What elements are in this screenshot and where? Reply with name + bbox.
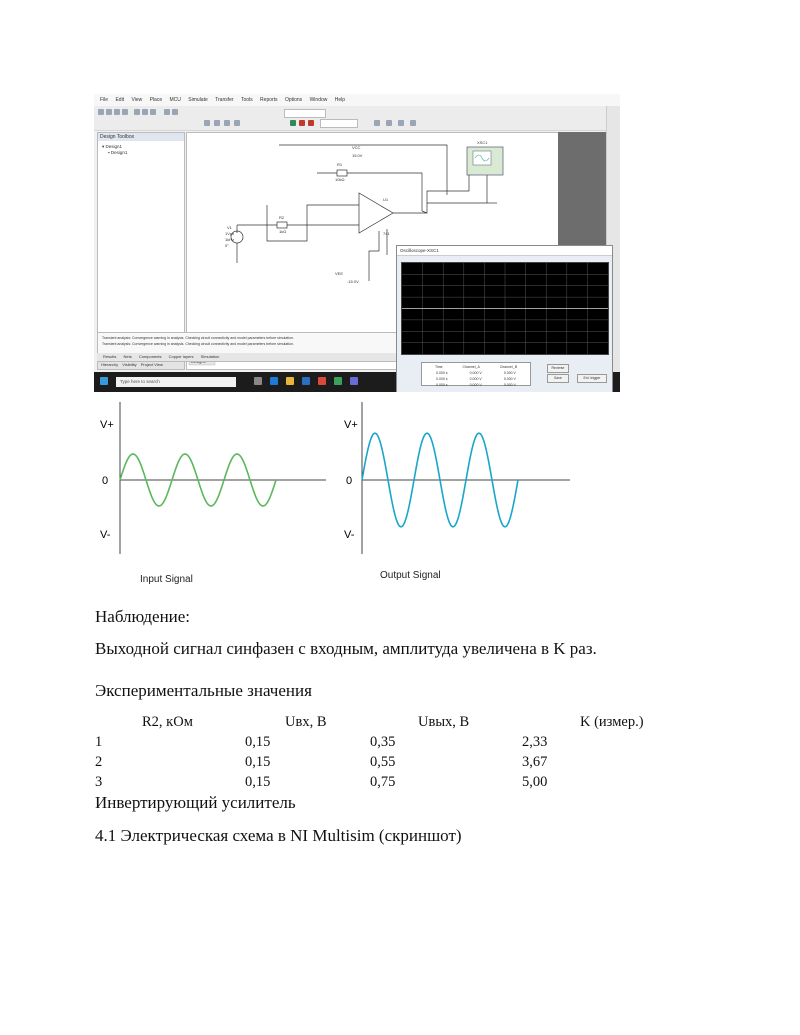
run-icon[interactable] — [290, 120, 296, 126]
diode-icon[interactable] — [234, 120, 240, 126]
input-signal-caption: Input Signal — [140, 574, 193, 585]
app-icon[interactable] — [350, 377, 358, 385]
output-tick-zero: 0 — [346, 475, 353, 487]
observation-text: Выходной сигнал синфазен с входным, амплитуда увеличена в K раз. — [95, 639, 597, 658]
in-use-list[interactable] — [284, 109, 326, 118]
table-header: Uвх, В — [285, 714, 327, 730]
readout-cell: 0.000 s — [436, 377, 448, 381]
table-cell: 0,15 — [245, 734, 271, 750]
table-cell: 5,00 — [522, 774, 548, 790]
u1-part: 741 — [383, 231, 390, 236]
experimental-heading: Экспериментальные значения — [95, 681, 312, 700]
input-tick-zero: 0 — [102, 475, 109, 487]
readout-cell: 0.000 V — [503, 377, 516, 381]
tab-results[interactable]: Results — [103, 354, 117, 359]
menu-item-mcu[interactable]: MCU — [169, 97, 181, 103]
readout-header: Channel_A — [462, 365, 480, 369]
edge-icon[interactable] — [270, 377, 278, 385]
readout-cell: 0.000 V — [503, 383, 516, 387]
oscilloscope-readout — [421, 362, 531, 386]
v1-phase: 0° — [225, 243, 229, 248]
taskbar-search[interactable]: Type here to search — [116, 377, 236, 387]
save-button[interactable]: Save — [547, 374, 569, 383]
table-cell: 0,15 — [245, 754, 271, 770]
interactive-field[interactable] — [320, 119, 358, 128]
menu-item-file[interactable]: File — [100, 97, 109, 103]
v1-label: V1 — [227, 225, 232, 230]
vcc-label: VCC — [352, 145, 361, 150]
output-tick-vplus: V+ — [344, 419, 358, 431]
design-toolbox-tabs — [98, 361, 184, 369]
chrome-icon[interactable] — [318, 377, 326, 385]
tab-visibility[interactable]: Visibility — [122, 362, 137, 367]
menu-item-place[interactable]: Place — [149, 97, 163, 103]
pause-icon[interactable] — [299, 120, 305, 126]
table-cell: 2 — [95, 754, 103, 770]
vee-label: VEE — [335, 271, 344, 276]
probe-icon[interactable] — [374, 120, 380, 126]
menu-item-help[interactable]: Help — [334, 97, 346, 103]
table-cell: 3 — [95, 774, 103, 790]
readout-header: Time — [434, 365, 443, 369]
table-header: R2, кОм — [142, 714, 193, 730]
tab-project-view[interactable]: Project View — [140, 362, 163, 367]
readout-header: Channel_B — [499, 365, 518, 369]
task-view-icon[interactable] — [254, 377, 262, 385]
table-cell: 0,75 — [370, 774, 396, 790]
zoom-in-icon[interactable] — [164, 109, 170, 115]
tab-hierarchy[interactable]: Hierarchy — [101, 362, 119, 367]
tree-item-root[interactable]: ▾ Design1 — [102, 144, 123, 149]
u1-label: U1 — [383, 197, 389, 202]
spreadsheet-tabs — [97, 353, 397, 361]
r2-label: R2 — [279, 215, 285, 220]
tab-components[interactable]: Components — [138, 354, 162, 359]
input-signal-plot — [96, 398, 336, 558]
postprocessor-icon[interactable] — [398, 120, 404, 126]
vcc-value: 15.0V — [352, 153, 363, 158]
table-cell: 0,55 — [370, 754, 396, 770]
paste-icon[interactable] — [150, 109, 156, 115]
oscilloscope-title: Oscilloscope-XSC1 — [397, 246, 612, 256]
menu-item-transfer[interactable]: Transfer — [215, 97, 234, 103]
grapher-icon[interactable] — [386, 120, 392, 126]
readout-cell: 0.000 V — [469, 383, 482, 387]
open-file-icon[interactable] — [106, 109, 112, 115]
toolbar — [94, 106, 620, 131]
windows-start-icon[interactable] — [100, 377, 108, 385]
r1-value: 10kΩ — [335, 177, 345, 182]
new-file-icon[interactable] — [98, 109, 104, 115]
r1-label: R1 — [337, 162, 343, 167]
readout-cell: 0.000 V — [469, 377, 482, 381]
r2-value: 1kΩ — [279, 229, 287, 234]
subsection-heading: 4.1 Электрическая схема в NI Multisim (скриншот) — [95, 826, 462, 845]
oscilloscope-window — [396, 245, 613, 392]
zoom-out-icon[interactable] — [172, 109, 178, 115]
readout-cell: 0.000 V — [503, 371, 516, 375]
ext-trigger-button[interactable]: Ext. trigger — [577, 374, 607, 383]
multisim-screenshot — [94, 94, 620, 392]
readout-row — [425, 382, 527, 388]
v1-freq: 1kHz — [225, 237, 235, 242]
menu-item-edit[interactable]: Edit — [115, 97, 125, 103]
readout-cell: 0.000 V — [469, 371, 482, 375]
menu-item-reports[interactable]: Reports — [260, 97, 278, 103]
menu-item-tools[interactable]: Tools — [240, 97, 253, 103]
output-signal-plot — [340, 398, 580, 558]
save-icon[interactable] — [114, 109, 120, 115]
design-tree — [98, 141, 184, 156]
output-tick-vminus: V- — [344, 529, 355, 541]
tree-item-design[interactable]: ▪ Design1 — [108, 150, 128, 155]
copy-icon[interactable] — [142, 109, 148, 115]
input-tick-vplus: V+ — [100, 419, 114, 431]
table-cell: 1 — [95, 734, 103, 750]
table-cell: 0,15 — [245, 774, 271, 790]
table-cell: 3,67 — [522, 754, 548, 770]
tab-simulation[interactable]: Simulation — [200, 354, 220, 359]
menu-item-options[interactable]: Options — [284, 97, 303, 103]
table-cell: 0,35 — [370, 734, 396, 750]
explorer-icon[interactable] — [286, 377, 294, 385]
stop-icon[interactable] — [308, 120, 314, 126]
basic-icon[interactable] — [224, 120, 230, 126]
analysis-icon[interactable] — [410, 120, 416, 126]
table-header: K (измер.) — [580, 714, 644, 730]
readout-cell: 0.000 s — [436, 371, 448, 375]
source-icon[interactable] — [214, 120, 220, 126]
reverse-button[interactable]: Reverse — [547, 364, 569, 373]
table-header: Uвых, В — [418, 714, 470, 730]
table-cell: 2,33 — [522, 734, 548, 750]
observation-heading: Наблюдение: — [95, 607, 191, 626]
oscilloscope-screen — [401, 262, 609, 355]
multisim-taskbar-icon[interactable] — [334, 377, 342, 385]
xsc-label: XSC1 — [477, 140, 488, 145]
menu-item-simulate[interactable]: Simulate — [188, 97, 208, 103]
design-toolbox-header: Design Toolbox — [98, 133, 184, 141]
input-tick-vminus: V- — [100, 529, 111, 541]
component-icon[interactable] — [204, 120, 210, 126]
spreadsheet-line: Transient analysis: Convergence warning in analysis. Checking circuit connectivity and model parameters before simulation. — [102, 342, 294, 346]
section-heading: Инвертирующий усилитель — [95, 793, 296, 812]
readout-cell: 0.000 s — [436, 383, 448, 387]
print-icon[interactable] — [122, 109, 128, 115]
store-icon[interactable] — [302, 377, 310, 385]
tab-copper-layers[interactable]: Copper layers — [168, 354, 194, 359]
tab-nets[interactable]: Nets — [123, 354, 132, 359]
v1-amp: 1Vpk — [225, 231, 235, 236]
output-signal-caption: Output Signal — [380, 570, 441, 581]
menu-item-window[interactable]: Window — [309, 97, 328, 103]
spreadsheet-line: Transient analysis: Convergence warning in analysis. Checking circuit connectivity and model parameters before simulation. — [102, 336, 294, 340]
vee-value: -15.0V — [347, 279, 359, 284]
menu-item-view[interactable]: View — [131, 97, 143, 103]
cut-icon[interactable] — [134, 109, 140, 115]
